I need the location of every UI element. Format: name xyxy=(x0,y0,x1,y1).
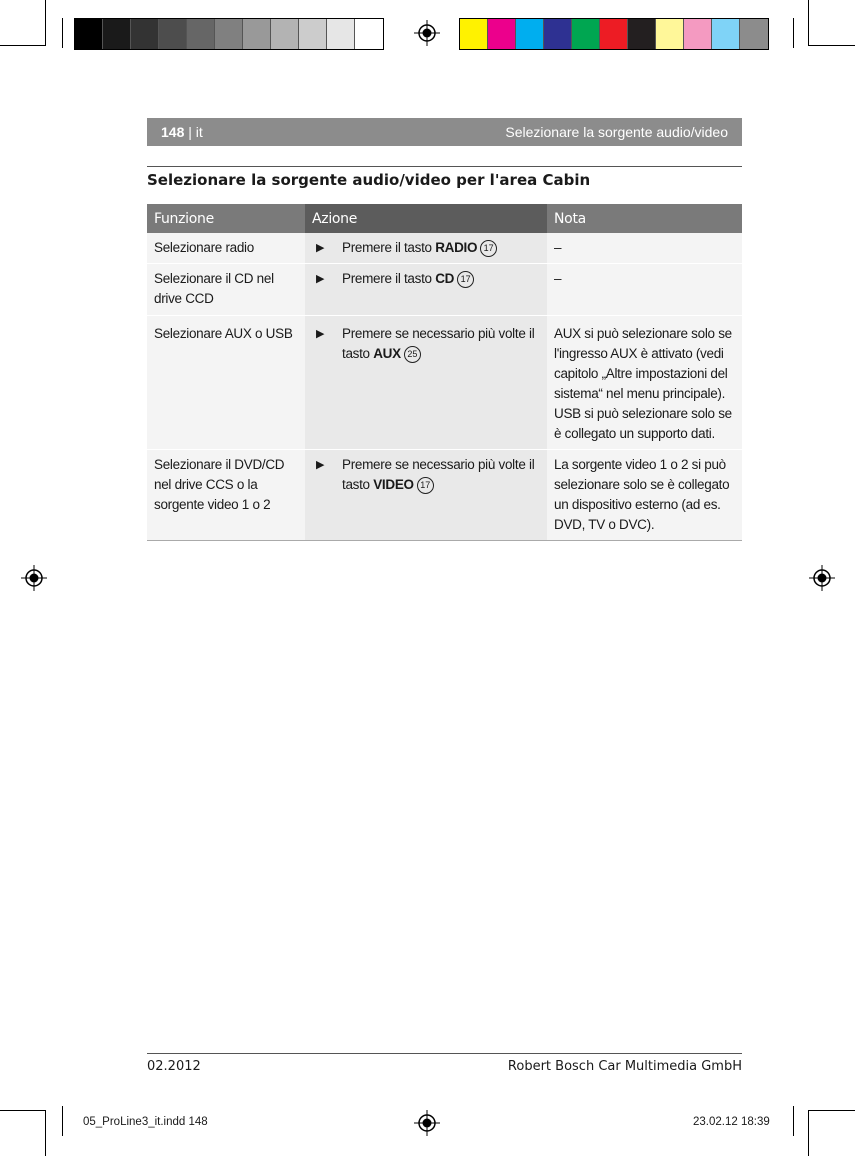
triangle-right-icon: ▶ xyxy=(316,459,325,471)
key-name: AUX xyxy=(373,346,401,361)
function-cell: Selezionare radio xyxy=(147,233,305,264)
color-swatch xyxy=(656,19,684,49)
color-swatch xyxy=(572,19,600,49)
action-text xyxy=(342,324,540,364)
crop-mark xyxy=(808,0,809,46)
crop-mark xyxy=(45,1110,46,1156)
table-header-row xyxy=(147,204,742,233)
color-swatch xyxy=(271,19,299,49)
registration-mark-icon xyxy=(809,565,835,591)
crop-mark xyxy=(62,18,63,48)
grayscale-color-bar xyxy=(74,18,384,50)
color-swatch xyxy=(215,19,243,49)
table-row xyxy=(147,233,742,264)
column-header-note: Nota xyxy=(547,204,742,233)
note-cell: La sorgente video 1 o 2 si può selezionare solo se è collegato un dispositivo esterno (ad es. DVD, TV o DVC). xyxy=(547,450,742,541)
action-cell xyxy=(305,264,547,316)
color-swatch xyxy=(355,19,383,49)
crop-mark xyxy=(808,1110,855,1111)
title-rule xyxy=(147,166,742,167)
note-cell: – xyxy=(547,233,742,264)
function-cell: Selezionare il CD nel drive CCD xyxy=(147,264,305,316)
crop-mark xyxy=(0,1110,46,1111)
table-row xyxy=(147,264,742,316)
registration-mark-icon xyxy=(414,20,440,46)
footer-date: 02.2012 xyxy=(147,1059,201,1074)
color-swatch xyxy=(299,19,327,49)
page-number: 148 xyxy=(161,124,185,140)
note-cell: – xyxy=(547,264,742,316)
color-swatch xyxy=(103,19,131,49)
key-name: VIDEO xyxy=(373,477,414,492)
color-swatch xyxy=(488,19,516,49)
header-separator: | xyxy=(184,124,196,140)
color-swatch xyxy=(740,19,768,49)
slug-filename: 05_ProLine3_it.indd 148 xyxy=(83,1116,208,1128)
action-cell xyxy=(305,233,547,264)
action-cell xyxy=(305,450,547,541)
column-header-function: Funzione xyxy=(147,204,305,233)
crop-mark xyxy=(793,18,794,48)
action-text xyxy=(342,238,497,258)
action-cell xyxy=(305,316,547,450)
color-swatch xyxy=(712,19,740,49)
crop-mark xyxy=(793,1106,794,1136)
note-cell xyxy=(547,316,742,450)
action-prefix: Premere se necessario più volte il tasto xyxy=(342,457,535,492)
triangle-right-icon: ▶ xyxy=(316,328,325,340)
footer-rule xyxy=(147,1053,742,1054)
footer-company: Robert Bosch Car Multimedia GmbH xyxy=(507,1059,742,1074)
reference-number: 25 xyxy=(404,346,421,363)
table-row xyxy=(147,316,742,450)
table-row xyxy=(147,450,742,541)
column-header-action: Azione xyxy=(305,204,547,233)
registration-mark-icon xyxy=(21,565,47,591)
reference-number: 17 xyxy=(417,477,434,494)
triangle-right-icon: ▶ xyxy=(316,273,325,285)
crop-mark xyxy=(45,0,46,46)
action-text xyxy=(342,455,540,495)
color-swatch xyxy=(187,19,215,49)
crop-mark xyxy=(62,1106,63,1136)
color-swatch xyxy=(131,19,159,49)
note-paragraph: AUX si può selezionare solo se l'ingresso AUX è attivato (vedi capitolo „Altre impostazioni del sistema“ nel menu principale). xyxy=(554,326,732,401)
color-swatch xyxy=(327,19,355,49)
action-prefix: Premere il tasto xyxy=(342,240,436,255)
page-title: Selezionare la sorgente audio/video per l'area Cabin xyxy=(147,171,591,189)
color-swatch xyxy=(159,19,187,49)
key-name: CD xyxy=(435,271,455,286)
process-color-bar xyxy=(459,18,769,50)
action-prefix: Premere se necessario più volte il tasto xyxy=(342,326,535,361)
crop-mark xyxy=(808,45,855,46)
color-swatch xyxy=(460,19,488,49)
action-text xyxy=(342,269,474,289)
header-left xyxy=(161,124,203,140)
color-swatch xyxy=(516,19,544,49)
reference-number: 17 xyxy=(457,271,474,288)
registration-mark-icon xyxy=(414,1110,440,1136)
color-swatch xyxy=(684,19,712,49)
color-swatch xyxy=(544,19,572,49)
color-swatch xyxy=(75,19,103,49)
running-header xyxy=(147,118,742,146)
reference-number: 17 xyxy=(480,240,497,257)
color-swatch xyxy=(243,19,271,49)
action-prefix: Premere il tasto xyxy=(342,271,436,286)
crop-mark xyxy=(0,45,46,46)
color-swatch xyxy=(600,19,628,49)
function-table xyxy=(147,204,742,541)
slug-timestamp: 23.02.12 18:39 xyxy=(693,1116,770,1128)
key-name: RADIO xyxy=(435,240,478,255)
crop-mark xyxy=(808,1110,809,1156)
color-swatch xyxy=(628,19,656,49)
triangle-right-icon: ▶ xyxy=(316,242,325,254)
section-name: Selezionare la sorgente audio/video xyxy=(505,124,728,140)
function-cell: Selezionare AUX o USB xyxy=(147,316,305,450)
note-paragraph: USB si può selezionare solo se è collegato un supporto dati. xyxy=(554,406,732,441)
function-cell: Selezionare il DVD/CD nel drive CCS o la sorgente video 1 o 2 xyxy=(147,450,305,541)
language-code: it xyxy=(195,124,203,140)
